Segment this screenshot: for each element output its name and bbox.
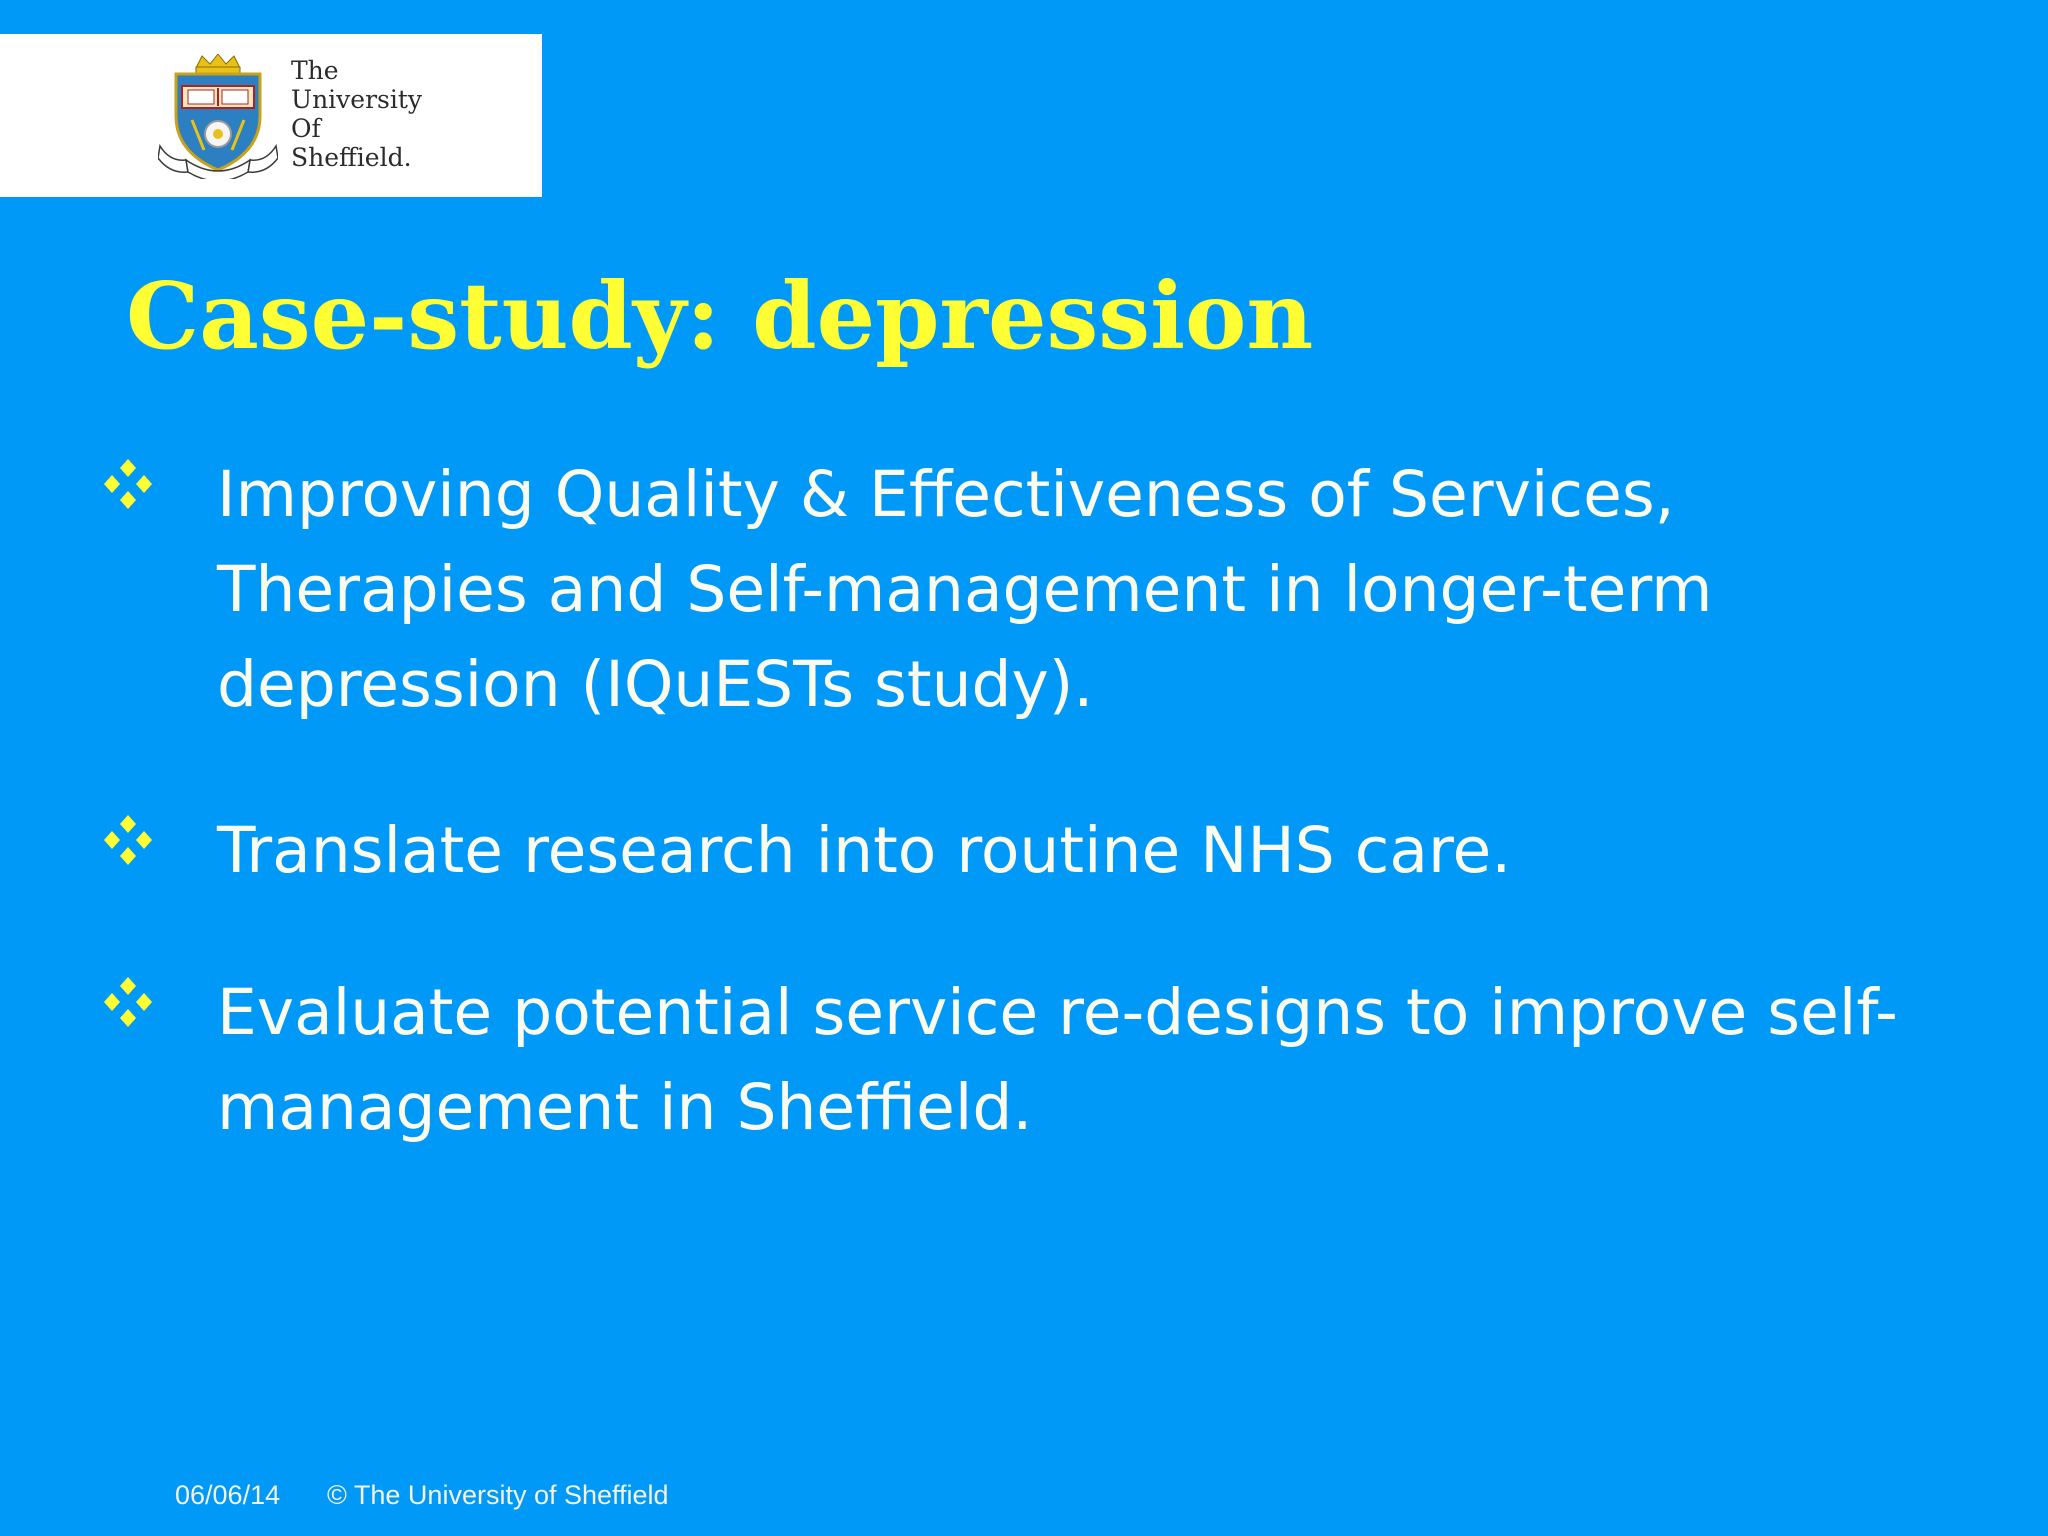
university-logo (0, 34, 542, 197)
four-diamond-icon (100, 815, 156, 865)
logo-line: University (291, 85, 423, 114)
slide-title: Case-study: depression (126, 262, 1314, 370)
bullet-text: Evaluate potential service re-designs to improve self-management in Sheffield. (217, 976, 1898, 1144)
footer-date: 06/06/14 (175, 1480, 281, 1510)
logo-wordmark (291, 56, 422, 172)
four-diamond-icon (100, 977, 156, 1027)
logo-line: Sheffield. (291, 143, 412, 172)
four-diamond-icon (100, 459, 156, 509)
bullet-text: Translate research into routine NHS care. (217, 814, 1512, 887)
university-crest-icon (158, 54, 278, 179)
footer-copyright: © The University of Sheffield (327, 1480, 669, 1510)
logo-line: Of (291, 114, 321, 143)
logo-line: The (291, 56, 339, 85)
bullet-text: Improving Quality & Effectiveness of Services, Therapies and Self-management in longer-term depression (IQuESTs study). (217, 458, 1713, 721)
